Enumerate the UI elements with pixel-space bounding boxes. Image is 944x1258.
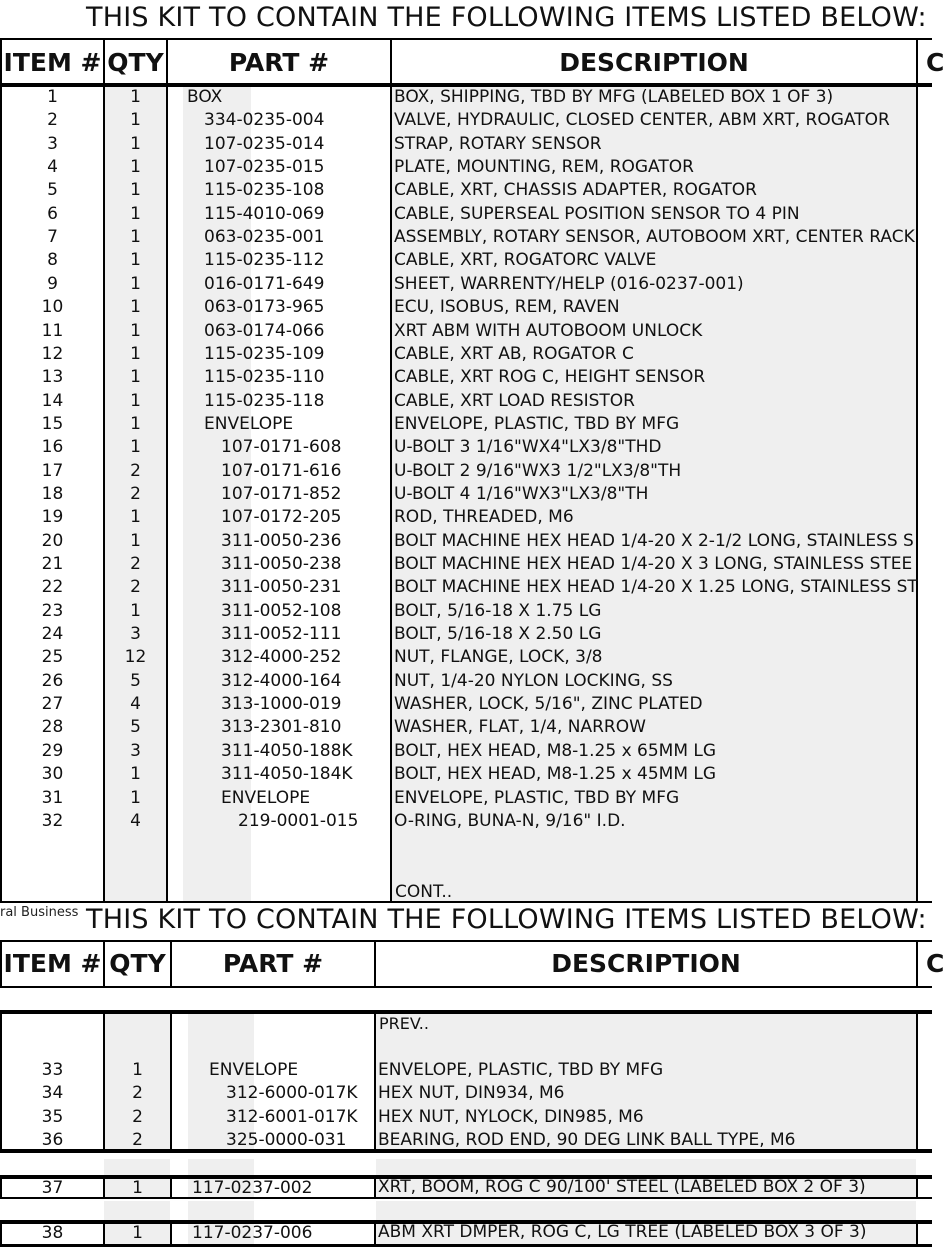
row-item-number: 9 <box>47 273 58 294</box>
row-item-number: 24 <box>41 624 64 645</box>
row-description: XRT ABM WITH AUTOBOOM UNLOCK <box>394 320 703 341</box>
row-item-number: 19 <box>41 507 64 528</box>
row-item-number: 6 <box>47 203 58 224</box>
row-part-number: 107-0171-616 <box>221 460 342 481</box>
row-qty: 1 <box>130 530 141 551</box>
row-qty: 1 <box>130 180 141 201</box>
row-description: HEX NUT, NYLOCK, DIN985, M6 <box>378 1106 644 1127</box>
row-description: BOLT, HEX HEAD, M8-1.25 x 45MM LG <box>394 764 717 785</box>
row-description: ENVELOPE, PLASTIC, TBD BY MFG <box>394 413 680 434</box>
row-item-number: 16 <box>41 437 64 458</box>
table1-vline-desc <box>916 38 918 903</box>
row-description: BOLT MACHINE HEX HEAD 1/4-20 X 2-1/2 LONG, STAINLESS S <box>394 530 914 551</box>
row-qty: 1 <box>130 764 141 785</box>
row-part-number: 063-0235-001 <box>204 227 325 248</box>
row-part-number: 325-0000-031 <box>226 1130 347 1151</box>
row-part-number: 311-4050-184K <box>221 764 353 785</box>
row-qty: 1 <box>130 437 141 458</box>
row-qty: 2 <box>132 1130 143 1151</box>
row-qty: 1 <box>130 367 141 388</box>
row-description: BOLT, HEX HEAD, M8-1.25 x 65MM LG <box>394 740 717 761</box>
row37-vline-desc <box>916 1175 918 1199</box>
row-qty: 1 <box>130 413 141 434</box>
row-description: VALVE, HYDRAULIC, CLOSED CENTER, ABM XRT, ROGATOR <box>394 110 890 131</box>
row-description: U-BOLT 4 1/16"WX3"LX3/8"TH <box>394 483 649 504</box>
row38-vline-qty <box>170 1220 172 1247</box>
row-description: STRAP, ROTARY SENSOR <box>394 133 602 154</box>
row-part-number: 107-0235-015 <box>204 157 325 178</box>
row-qty: 2 <box>130 460 141 481</box>
row-qty: 2 <box>132 1106 143 1127</box>
row-item-number: 28 <box>41 717 64 738</box>
row-part-number: 311-0052-111 <box>221 624 342 645</box>
row-description: CABLE, XRT ROG C, HEIGHT SENSOR <box>394 367 706 388</box>
row-part-number: 311-0052-108 <box>221 600 342 621</box>
block-a-vline-qty <box>170 1010 172 1153</box>
header2-item: ITEM # <box>3 949 102 978</box>
row38-item: 38 <box>41 1223 64 1243</box>
row-item-number: 22 <box>41 577 64 598</box>
row-part-number: 107-0172-205 <box>221 507 342 528</box>
row-part-number: 115-4010-069 <box>204 203 325 224</box>
row-qty: 2 <box>132 1083 143 1104</box>
row-item-number: 12 <box>41 343 64 364</box>
row-qty: 12 <box>124 647 147 668</box>
row-qty: 1 <box>130 787 141 808</box>
row-part-number: 311-0050-231 <box>221 577 342 598</box>
row-description: SHEET, WARRENTY/HELP (016-0237-001) <box>394 273 744 294</box>
row-part-number: 313-1000-019 <box>221 694 342 715</box>
row-item-number: 5 <box>47 180 58 201</box>
block-a-top <box>0 1010 932 1014</box>
table1-top-border <box>0 38 932 40</box>
row-part-number: 311-0050-236 <box>221 530 342 551</box>
row-item-number: 34 <box>41 1083 64 1104</box>
row-part-number: ENVELOPE <box>204 413 294 434</box>
row-qty: 1 <box>130 320 141 341</box>
row-item-number: 7 <box>47 227 58 248</box>
row-qty: 1 <box>130 343 141 364</box>
row-part-number: 312-6000-017K <box>226 1083 358 1104</box>
row-part-number: 312-4000-252 <box>221 647 342 668</box>
row-item-number: 25 <box>41 647 64 668</box>
table2-top-border <box>0 940 932 942</box>
row-description: NUT, 1/4-20 NYLON LOCKING, SS <box>394 670 673 691</box>
header2-description: DESCRIPTION <box>551 949 741 978</box>
row-item-number: 1 <box>47 87 58 107</box>
row38-qty: 1 <box>132 1223 143 1243</box>
row-item-number: 3 <box>47 133 58 154</box>
row-item-number: 21 <box>41 554 64 574</box>
row-description: O-RING, BUNA-N, 9/16" I.D. <box>394 810 626 831</box>
row-qty: 1 <box>132 1060 143 1080</box>
header-part: PART # <box>228 48 330 77</box>
row-item-number: 20 <box>41 530 64 551</box>
row-item-number: 33 <box>41 1060 64 1080</box>
row-part-number: 115-0235-110 <box>204 367 325 388</box>
row-part-number: 312-6001-017K <box>226 1106 358 1127</box>
row-item-number: 29 <box>41 740 64 761</box>
row-item-number: 36 <box>41 1130 64 1151</box>
row-item-number: 31 <box>41 787 64 808</box>
header-cut: C <box>926 48 944 77</box>
row-qty: 1 <box>130 297 141 318</box>
row-qty: 1 <box>130 250 141 271</box>
row-qty: 2 <box>130 554 141 574</box>
cont-text: CONT.. <box>395 882 453 902</box>
row-item-number: 14 <box>41 390 64 411</box>
row-part-number: 115-0235-112 <box>204 250 325 271</box>
row-qty: 2 <box>130 577 141 598</box>
table2-header-border <box>0 986 932 988</box>
prev-text: PREV.. <box>379 1014 429 1033</box>
row-item-number: 18 <box>41 483 64 504</box>
row-item-number: 10 <box>41 297 64 318</box>
row-qty: 1 <box>130 203 141 224</box>
header-item: ITEM # <box>3 48 102 77</box>
row-part-number: 063-0174-066 <box>204 320 325 341</box>
row-qty: 5 <box>130 717 141 738</box>
row37-part: 117-0237-002 <box>192 1178 313 1198</box>
row-qty: 1 <box>130 227 141 248</box>
row-item-number: 2 <box>47 110 58 131</box>
kit-heading-2: THIS KIT TO CONTAIN THE FOLLOWING ITEMS LISTED BELOW: <box>86 904 927 935</box>
row-qty: 1 <box>130 390 141 411</box>
row38-vline-part <box>374 1220 376 1247</box>
table1-vline-part <box>390 38 392 903</box>
row-qty: 3 <box>130 740 141 761</box>
row-part-number: ENVELOPE <box>209 1060 299 1080</box>
row-item-number: 23 <box>41 600 64 621</box>
row-part-number: 016-0171-649 <box>204 273 325 294</box>
row-item-number: 8 <box>47 250 58 271</box>
row-qty: 1 <box>130 600 141 621</box>
row38-desc: ABM XRT DMPER, ROG C, LG TREE (LABELED BOX 3 OF 3) <box>378 1222 867 1242</box>
row37-item: 37 <box>41 1178 64 1198</box>
row37-vline-part <box>374 1175 376 1199</box>
block-a-vline-desc <box>916 1010 918 1153</box>
row-part-number: ENVELOPE <box>221 787 311 808</box>
row-qty: 4 <box>130 810 141 831</box>
row-description: WASHER, LOCK, 5/16", ZINC PLATED <box>394 694 703 715</box>
row-description: BOLT MACHINE HEX HEAD 1/4-20 X 1.25 LONG, STAINLESS ST <box>394 577 918 598</box>
row-description: BEARING, ROD END, 90 DEG LINK BALL TYPE, M6 <box>378 1130 796 1151</box>
row38-bottom <box>0 1244 932 1247</box>
row-description: HEX NUT, DIN934, M6 <box>378 1083 565 1104</box>
row-description: U-BOLT 3 1/16"WX4"LX3/8"THD <box>394 437 662 458</box>
row-part-number: 107-0235-014 <box>204 133 325 154</box>
row-description: CABLE, SUPERSEAL POSITION SENSOR TO 4 PIN <box>394 203 800 224</box>
row-description: ROD, THREADED, M6 <box>394 507 574 528</box>
row-part-number: 334-0235-004 <box>204 110 325 131</box>
row-part-number: 115-0235-109 <box>204 343 325 364</box>
row-description: BOLT, 5/16-18 X 2.50 LG <box>394 624 602 645</box>
row-qty: 1 <box>130 273 141 294</box>
row-qty: 5 <box>130 670 141 691</box>
table1-vline-qty <box>166 38 168 903</box>
row-part-number: 107-0171-852 <box>221 483 342 504</box>
row-qty: 1 <box>130 507 141 528</box>
row-item-number: 26 <box>41 670 64 691</box>
row-description: NUT, FLANGE, LOCK, 3/8 <box>394 647 603 668</box>
row-item-number: 13 <box>41 367 64 388</box>
row-description: ECU, ISOBUS, REM, RAVEN <box>394 297 620 318</box>
row-part-number: 311-0050-238 <box>221 554 342 574</box>
row-qty: 1 <box>130 157 141 178</box>
row38-vline-desc <box>916 1220 918 1247</box>
row-qty: 3 <box>130 624 141 645</box>
row-description: ENVELOPE, PLASTIC, TBD BY MFG <box>394 787 680 808</box>
row37-desc: XRT, BOOM, ROG C 90/100' STEEL (LABELED BOX 2 OF 3) <box>378 1177 866 1197</box>
row-description: ENVELOPE, PLASTIC, TBD BY MFG <box>378 1060 664 1080</box>
row-item-number: 27 <box>41 694 64 715</box>
row-part-number: 063-0173-965 <box>204 297 325 318</box>
row-part-number: 311-4050-188K <box>221 740 353 761</box>
row-part-number: 107-0171-608 <box>221 437 342 458</box>
row-part-number: 313-2301-810 <box>221 717 342 738</box>
row-part-number: 115-0235-118 <box>204 390 325 411</box>
kit-heading: THIS KIT TO CONTAIN THE FOLLOWING ITEMS LISTED BELOW: <box>86 2 927 33</box>
row-description: WASHER, FLAT, 1/4, NARROW <box>394 717 646 738</box>
stray-footer-text: ral Business <box>0 905 79 920</box>
row-qty: 1 <box>130 110 141 131</box>
row37-vline-qty <box>170 1175 172 1199</box>
row-description: BOLT, 5/16-18 X 1.75 LG <box>394 600 602 621</box>
row-part-number: 312-4000-164 <box>221 670 342 691</box>
block-a-vline-part <box>374 1010 376 1153</box>
row-item-number: 30 <box>41 764 64 785</box>
row-qty: 1 <box>130 133 141 154</box>
row-description: PLATE, MOUNTING, REM, ROGATOR <box>394 157 694 178</box>
row-item-number: 17 <box>41 460 64 481</box>
header2-qty: QTY <box>109 949 166 978</box>
row-item-number: 4 <box>47 157 58 178</box>
row-description: CABLE, XRT AB, ROGATOR C <box>394 343 634 364</box>
row-item-number: 35 <box>41 1106 64 1127</box>
row-qty: 1 <box>130 87 141 107</box>
row-description: BOLT MACHINE HEX HEAD 1/4-20 X 3 LONG, STAINLESS STEE <box>394 554 913 574</box>
row37-qty: 1 <box>132 1178 143 1198</box>
header2-cut: C <box>926 949 944 978</box>
row-qty: 4 <box>130 694 141 715</box>
row-description: BOX, SHIPPING, TBD BY MFG (LABELED BOX 1 OF 3) <box>394 87 834 107</box>
row-part-number: BOX <box>187 87 223 107</box>
row-description: CABLE, XRT, ROGATORC VALVE <box>394 250 657 271</box>
row-item-number: 11 <box>41 320 64 341</box>
row38-part: 117-0237-006 <box>192 1223 313 1243</box>
header-qty: QTY <box>107 48 164 77</box>
row-description: ASSEMBLY, ROTARY SENSOR, AUTOBOOM XRT, CENTER RACK <box>394 227 915 248</box>
row-description: U-BOLT 2 9/16"WX3 1/2"LX3/8"TH <box>394 460 682 481</box>
row-qty: 2 <box>130 483 141 504</box>
row-description: CABLE, XRT LOAD RESISTOR <box>394 390 635 411</box>
row-part-number: 115-0235-108 <box>204 180 325 201</box>
row-item-number: 15 <box>41 413 64 434</box>
row-description: CABLE, XRT, CHASSIS ADAPTER, ROGATOR <box>394 180 757 201</box>
table2-vline-desc <box>916 940 918 988</box>
row-part-number: 219-0001-015 <box>238 810 359 831</box>
header2-part: PART # <box>222 949 324 978</box>
header-description: DESCRIPTION <box>559 48 749 77</box>
row-item-number: 32 <box>41 810 64 831</box>
